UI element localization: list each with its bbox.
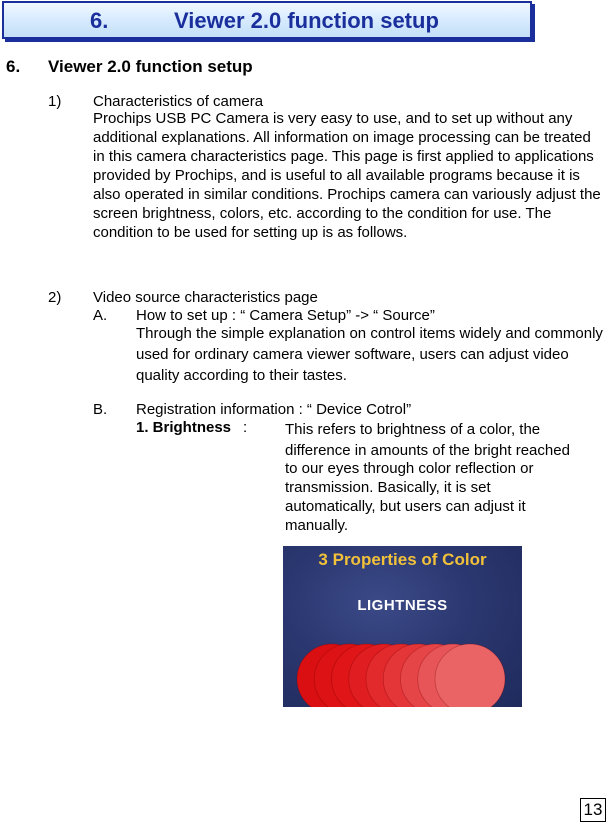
sub-b-letter: B. <box>93 401 108 418</box>
lightness-circle-9 <box>435 644 505 707</box>
item1-title: Characteristics of camera <box>93 93 264 110</box>
brightness-desc-1: This refers to brightness of a color, the difference in amounts of the bright reached <box>285 421 570 459</box>
figure-title: 3 Properties of Color <box>318 550 487 569</box>
brightness-term: 1. Brightness <box>136 419 232 436</box>
banner-number: 6. <box>90 8 109 33</box>
item2-title: Video source characteristics page <box>93 289 318 306</box>
section-number: 6. <box>6 57 21 76</box>
lightness-circles <box>283 546 522 707</box>
chapter-banner <box>2 1 532 39</box>
item1-number: 1) <box>48 93 62 110</box>
item1-body: Prochips USB PC Camera is very easy to use, and to set up without any additional explanations. All information on image processing can be treated in this camera characteristics page. This page is first applied to applications provided by Prochips, and is useful to all available programs because it is also operated in similar conditions. Prochips camera can variously adjust the screen brightness, colors, etc. according to the condition for use. The condition to be used for setting up is as follows. <box>93 110 601 241</box>
brightness-colon: : <box>243 419 248 436</box>
sub-a-body: Through the simple explanation on control items widely and commonly used for ordinary camera viewer software, users can adjust video quality according to their tastes. <box>136 325 603 384</box>
section-title: Viewer 2.0 function setup <box>48 57 253 76</box>
item2-number: 2) <box>48 289 62 306</box>
brightness-desc-2: to our eyes through color reflection or transmission. Basically, it is set automatically, but users can adjust it manually. <box>285 460 534 534</box>
sub-a-line: How to set up : “ Camera Setup” -> “ Source” <box>136 307 435 324</box>
figure-subtitle: LIGHTNESS <box>357 597 448 614</box>
sub-a-letter: A. <box>93 307 108 324</box>
lightness-figure <box>283 546 522 707</box>
banner-title: Viewer 2.0 function setup <box>174 8 439 33</box>
sub-b-line: Registration information : “ Device Cotrol” <box>136 401 412 418</box>
page-number: 13 <box>580 798 606 822</box>
